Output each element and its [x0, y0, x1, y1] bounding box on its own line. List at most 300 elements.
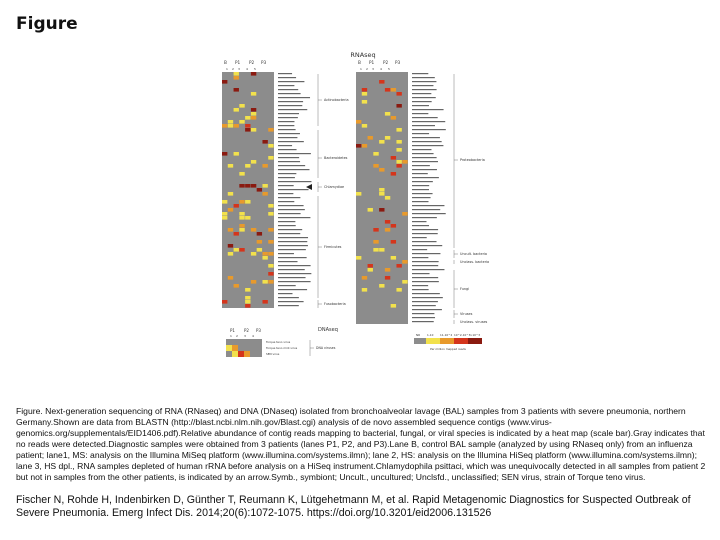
- heatmap-cell: [385, 136, 390, 140]
- species-label-bar: [412, 217, 437, 218]
- species-label-bar: [412, 189, 429, 190]
- species-label-bar: [278, 201, 294, 202]
- species-label-bar: [412, 145, 443, 146]
- heatmap-cell: [379, 192, 384, 196]
- dnaseq-cell: [232, 345, 238, 351]
- species-label-bar: [412, 257, 428, 258]
- lane-number: 2: [366, 67, 368, 71]
- species-label-bar: [412, 301, 438, 302]
- group-proteobacteria: Proteobacteria: [460, 158, 485, 162]
- heatmap-cell: [262, 192, 267, 196]
- heatmap-cell: [391, 256, 396, 260]
- dnaseq-lane-p2: P2: [244, 328, 249, 333]
- species-label-bar: [412, 169, 437, 170]
- heatmap-cell: [356, 144, 361, 148]
- heatmap-cell: [268, 156, 273, 160]
- species-label-bar: [278, 257, 307, 258]
- scale-tick: 10^2-10^3: [454, 333, 471, 337]
- heatmap-cell: [391, 304, 396, 308]
- species-label-bar: [278, 85, 294, 86]
- scale-high: [454, 338, 468, 344]
- heatmap-cell: [222, 124, 227, 128]
- heatmap-cell: [262, 256, 267, 260]
- heatmap-cell: [222, 200, 227, 204]
- species-label-bar: [278, 209, 305, 210]
- species-label-bar: [412, 293, 440, 294]
- heatmap-cell: [268, 252, 273, 256]
- heatmap-cell: [239, 224, 244, 228]
- species-label-bar: [278, 81, 304, 82]
- lane-header-p2: P2: [249, 60, 255, 65]
- heatmap-cell: [373, 248, 378, 252]
- heatmap-cell: [402, 260, 407, 264]
- species-label-bar: [278, 121, 294, 122]
- species-label-bar: [278, 225, 296, 226]
- group-fusobacteria: Fusobacteria: [324, 302, 346, 306]
- lane-header-b: B: [358, 60, 361, 65]
- lane-number: 4: [380, 67, 382, 71]
- left-groups: [318, 74, 349, 308]
- heatmap-cell: [234, 88, 239, 92]
- species-label-bar: [278, 173, 296, 174]
- heatmap-cell: [234, 72, 239, 76]
- heatmap-cell: [373, 164, 378, 168]
- group-viruses: Viruses: [460, 312, 473, 316]
- heatmap-cell: [239, 120, 244, 124]
- left-panel-header: [224, 60, 267, 65]
- species-label-bar: [412, 113, 428, 114]
- heatmap-cell: [268, 228, 273, 232]
- left-species-labels: [278, 73, 311, 306]
- heatmap-cell: [251, 252, 256, 256]
- species-label-bar: [278, 89, 298, 90]
- heatmap-cell: [379, 140, 384, 144]
- heatmap-cell: [356, 256, 361, 260]
- heatmap-cell: [239, 216, 244, 220]
- heatmap-cell: [245, 164, 250, 168]
- species-label-bar: [412, 153, 434, 154]
- species-label-bar: [278, 269, 305, 270]
- lane-header-p1: P1: [235, 60, 241, 65]
- species-label-bar: [412, 245, 442, 246]
- group-unclass-bacteria: Unclass. bacteria: [460, 260, 490, 264]
- species-label-bar: [278, 157, 299, 158]
- heatmap-cell: [356, 192, 361, 196]
- lane-number: 2: [232, 67, 234, 71]
- heatmap-cell: [391, 156, 396, 160]
- species-label-bar: [278, 289, 307, 290]
- heatmap-cell: [391, 116, 396, 120]
- heatmap-cell: [385, 268, 390, 272]
- species-label-bar: [412, 89, 437, 90]
- right-species-labels: [412, 73, 446, 322]
- dnaseq-cell: [232, 351, 238, 357]
- species-label-bar: [278, 277, 306, 278]
- lane-number: 5: [388, 67, 390, 71]
- species-label-bar: [412, 197, 431, 198]
- species-label-bar: [412, 181, 433, 182]
- species-label-bar: [278, 237, 308, 238]
- species-label-bar: [412, 93, 431, 94]
- heatmap-cell: [245, 200, 250, 204]
- heatmap-cell: [251, 108, 256, 112]
- species-label-bar: [412, 109, 444, 110]
- heatmap-cell: [234, 76, 239, 80]
- dnaseq-cell: [226, 345, 232, 351]
- heatmap-cell: [268, 144, 273, 148]
- species-label-bar: [278, 185, 294, 186]
- heatmap-cell: [373, 240, 378, 244]
- heatmap-cell: [268, 204, 273, 208]
- heatmap-cell: [385, 228, 390, 232]
- lane-header-p1: P1: [369, 60, 375, 65]
- heatmap-cell: [362, 88, 367, 92]
- species-label-bar: [278, 253, 294, 254]
- species-label-bar: [412, 313, 434, 314]
- heatmap-cell: [234, 124, 239, 128]
- group-uncult-bacteria: Uncult. bacteria: [460, 252, 487, 256]
- heatmap-cell: [368, 136, 373, 140]
- dnaseq-heatmap: [226, 339, 262, 357]
- heatmap-cell: [396, 128, 401, 132]
- species-label-bar: [278, 205, 304, 206]
- heatmap-cell: [262, 280, 267, 284]
- species-label-bar: [412, 285, 428, 286]
- species-label-bar: [278, 281, 311, 282]
- left-lane-numbers: [226, 67, 256, 71]
- slide-title: Figure: [16, 14, 78, 34]
- dnaseq-header: [230, 328, 261, 333]
- species-label-bar: [412, 221, 426, 222]
- heatmap-cell: [245, 128, 250, 132]
- species-label-bar: [278, 249, 306, 250]
- heatmap-cell: [362, 92, 367, 96]
- species-label-bar: [278, 301, 304, 302]
- lane-number: 2: [236, 334, 238, 338]
- heatmap-cell: [251, 72, 256, 76]
- heatmap-cell: [251, 160, 256, 164]
- species-label-bar: [278, 113, 299, 114]
- heatmap-cell: [245, 296, 250, 300]
- lane-number: 5: [254, 67, 256, 71]
- species-label-bar: [278, 93, 301, 94]
- heatmap-cell: [251, 280, 256, 284]
- heatmap-cell: [362, 124, 367, 128]
- heatmap-cell: [251, 112, 256, 116]
- lane-number: 1: [230, 334, 232, 338]
- species-label-bar: [278, 101, 303, 102]
- species-label-bar: [278, 97, 310, 98]
- heatmap-cell: [228, 164, 233, 168]
- heatmap-cell: [257, 248, 262, 252]
- species-label-bar: [412, 121, 445, 122]
- right-groups: [454, 74, 489, 324]
- dnaseq-lane-numbers: [230, 334, 254, 338]
- heatmap-cell: [396, 140, 401, 144]
- heatmap-cell: [239, 228, 244, 232]
- species-label-bar: [278, 241, 307, 242]
- dnaseq-row-label: SEN virus: [266, 352, 280, 356]
- heatmap-cell: [262, 140, 267, 144]
- heatmap-cell: [268, 212, 273, 216]
- species-label-bar: [278, 229, 302, 230]
- species-label-bar: [412, 201, 428, 202]
- species-label-bar: [412, 281, 439, 282]
- heatmap-cell: [373, 228, 378, 232]
- species-label-bar: [412, 73, 428, 74]
- dnaseq-cell: [238, 351, 244, 357]
- species-label-bar: [278, 177, 295, 178]
- group-fungi: Fungi: [460, 287, 470, 291]
- species-label-bar: [412, 213, 446, 214]
- species-label-bar: [278, 137, 297, 138]
- species-label-bar: [278, 133, 300, 134]
- species-label-bar: [412, 141, 442, 142]
- species-label-bar: [412, 117, 438, 118]
- heatmap-cell: [385, 220, 390, 224]
- chlamydophila-cell: [239, 184, 244, 188]
- species-label-bar: [412, 133, 429, 134]
- species-label-bar: [278, 285, 296, 286]
- species-label-bar: [278, 245, 308, 246]
- group-chlamydiae: Chlamydiae: [324, 185, 345, 189]
- heatmap-cell: [268, 128, 273, 132]
- species-label-bar: [278, 161, 300, 162]
- scale-label: Per million mapped reads: [430, 347, 466, 351]
- species-label-bar: [278, 73, 292, 74]
- species-label-bar: [412, 305, 436, 306]
- heatmap-cell: [402, 160, 407, 164]
- citation: Fischer N, Rohde H, Indenbirken D, Günther T, Reumann K, Lütgehetmann M, et al. Rapid Metagenomic Diagnostics for Suspected Outbreak of Severe Pneumonia. Emerg Infect Dis. 2014;20(6):1072-1075. https://doi.org/10.3201/eid2006.131526: [16, 494, 691, 519]
- species-label-bar: [412, 97, 436, 98]
- species-label-bar: [412, 297, 443, 298]
- group-bacteroidetes: Bacteroidetes: [324, 156, 348, 160]
- heatmap-cell: [385, 196, 390, 200]
- left-heatmap: [222, 72, 274, 308]
- right-heatmap-bg-lower: [356, 274, 408, 324]
- species-label-bar: [412, 321, 434, 322]
- species-label-bar: [412, 205, 444, 206]
- heatmap-cell: [228, 244, 233, 248]
- right-panel-header: [358, 60, 401, 65]
- heatmap-cell: [373, 152, 378, 156]
- species-label-bar: [278, 153, 311, 154]
- heatmap-cell: [245, 124, 250, 128]
- heatmap-cell: [379, 248, 384, 252]
- heatmap-cell: [239, 200, 244, 204]
- species-label-bar: [412, 173, 428, 174]
- heatmap-cell: [396, 164, 401, 168]
- species-label-bar: [412, 185, 429, 186]
- species-label-bar: [278, 273, 311, 274]
- species-label-bar: [278, 77, 296, 78]
- species-label-bar: [412, 229, 438, 230]
- species-label-bar: [278, 261, 298, 262]
- species-label-bar: [412, 249, 427, 250]
- heatmap-cell: [385, 276, 390, 280]
- species-label-bar: [412, 317, 435, 318]
- heatmap-cell: [234, 152, 239, 156]
- heatmap-cell: [245, 116, 250, 120]
- heatmap-cell: [262, 300, 267, 304]
- heatmap-cell: [228, 276, 233, 280]
- species-label-bar: [278, 117, 298, 118]
- species-label-bar: [278, 109, 307, 110]
- lane-number: 1: [226, 67, 228, 71]
- figure-heatmap: [218, 48, 508, 388]
- species-label-bar: [412, 233, 438, 234]
- scale-low: [426, 338, 440, 344]
- heatmap-cell: [368, 268, 373, 272]
- heatmap-cell: [228, 228, 233, 232]
- species-label-bar: [278, 141, 304, 142]
- species-label-bar: [412, 289, 429, 290]
- species-label-bar: [278, 169, 309, 170]
- heatmap-cell: [396, 92, 401, 96]
- heatmap-cell: [228, 208, 233, 212]
- dnaseq-lane-p1: P1: [230, 328, 235, 333]
- heatmap-cell: [379, 208, 384, 212]
- heatmap-cell: [268, 272, 273, 276]
- species-label-bar: [412, 105, 429, 106]
- species-label-bar: [278, 197, 300, 198]
- right-lane-numbers: [360, 67, 390, 71]
- heatmap-cell: [262, 184, 267, 188]
- left-heatmap-bg: [222, 72, 274, 308]
- heatmap-cell: [222, 300, 227, 304]
- heatmap-cell: [257, 232, 262, 236]
- species-label-bar: [278, 221, 295, 222]
- dnaseq-title: DNAseq: [318, 327, 338, 333]
- heatmap-cell: [239, 212, 244, 216]
- heatmap-cell: [396, 148, 401, 152]
- lane-number: 3: [238, 67, 240, 71]
- heatmap-cell: [239, 172, 244, 176]
- heatmap-cell: [239, 248, 244, 252]
- heatmap-cell: [234, 204, 239, 208]
- figure-caption: Figure. Next-generation sequencing of RNA (RNaseq) and DNA (DNaseq) isolated from bronchoalveolar lavage (BAL) samples from 3 patients with severe pneumonia, northern Germany.Shown are data from BLASTN (http://blast.ncbi.nlm.nih.gov/Blast.cgi) analysis of de novo assembled sequence contigs (www.virus-genomics.org/supplementals/EID1406.pdf).Relative abundance of contig reads mapping to bacterial, fungal, or viral species is indicated by a heat map (scale bar).Gray indicates that no reads were detected.Diagnostic samples were obtained from 3 patients (lanes P1, P2, and P3).Lane B, control BAL sample (analyzed by using RNaseq only) from an influenza patient; lane1, MS: analysis on the Illumina MiSeq platform (www.illumina.com/systems.ilmn); lane 2, HS: analysis on the Illumina HiSeq platform (www.illumina.com/systems.ilmn); lane 3, HS dpl., RNA samples depleted of human rRNA before analysis on a HiSeq instrument.Chlamydophila psittaci, which was unequivocally detected in all samples from patient 2 but not in samples from the other patients, is indicated by an arrow.Symb., symbiont; Uncult., uncultured; Unclsfd., unclassified; SEN virus, strain of Torque teno virus.: [16, 406, 706, 482]
- heatmap-cell: [379, 284, 384, 288]
- heatmap-cell: [391, 172, 396, 176]
- scale-very-high: [468, 338, 482, 344]
- heatmap-cell: [222, 152, 227, 156]
- species-label-bar: [412, 149, 431, 150]
- species-label-bar: [278, 129, 296, 130]
- dnaseq-group: [310, 340, 336, 356]
- scale-tick: >10^3: [470, 333, 481, 337]
- heatmap-cell: [257, 240, 262, 244]
- color-scale: [414, 333, 482, 351]
- heatmap-cell: [234, 248, 239, 252]
- species-label-bar: [412, 209, 440, 210]
- heatmap-cell: [228, 192, 233, 196]
- species-label-bar: [412, 161, 438, 162]
- lane-header-p3: P3: [395, 60, 401, 65]
- species-label-bar: [278, 105, 302, 106]
- heatmap-cell: [251, 116, 256, 120]
- scale-tick: 11-10^2: [440, 333, 453, 337]
- heatmap-cell: [262, 164, 267, 168]
- heatmap-cell: [234, 108, 239, 112]
- dnaseq-row-labels: [265, 340, 298, 356]
- species-label-bar: [412, 253, 440, 254]
- heatmap-cell: [245, 288, 250, 292]
- species-label-bar: [412, 269, 444, 270]
- species-label-bar: [412, 125, 435, 126]
- heatmap-cell: [222, 216, 227, 220]
- heatmap-cell: [402, 280, 407, 284]
- species-label-bar: [278, 149, 297, 150]
- heatmap-cell: [379, 168, 384, 172]
- heatmap-cell: [234, 284, 239, 288]
- lane-number: 1: [360, 67, 362, 71]
- dnaseq-row-label: Torque teno virus: [266, 340, 291, 344]
- heatmap-cell: [257, 188, 262, 192]
- species-label-bar: [278, 145, 292, 146]
- dnaseq-cell: [244, 351, 250, 357]
- heatmap-cell: [245, 300, 250, 304]
- group-actinobacteria: Actinobacteria: [324, 98, 349, 102]
- species-label-bar: [412, 85, 433, 86]
- heatmap-cell: [379, 80, 384, 84]
- species-label-bar: [412, 157, 437, 158]
- group-unclass-viruses: Unclass. viruses: [460, 320, 488, 324]
- heatmap-cell: [362, 276, 367, 280]
- species-label-bar: [412, 129, 446, 130]
- lane-number: 3: [244, 334, 246, 338]
- heatmap-cell: [245, 216, 250, 220]
- species-label-bar: [412, 225, 429, 226]
- lane-header-p3: P3: [261, 60, 267, 65]
- species-label-bar: [412, 265, 438, 266]
- species-label-bar: [412, 241, 437, 242]
- species-label-bar: [278, 265, 311, 266]
- heatmap-cell: [222, 80, 227, 84]
- heatmap-cell: [228, 124, 233, 128]
- dnaseq-lane-p3: P3: [256, 328, 261, 333]
- heatmap-cell: [368, 264, 373, 268]
- species-label-bar: [412, 77, 435, 78]
- species-label-bar: [412, 277, 438, 278]
- species-label-bar: [412, 81, 436, 82]
- heatmap-cell: [268, 240, 273, 244]
- heatmap-cell: [222, 212, 227, 216]
- species-label-bar: [412, 237, 427, 238]
- heatmap-cell: [234, 232, 239, 236]
- species-label-bar: [278, 125, 294, 126]
- scale-tick: 1-10: [427, 333, 434, 337]
- heatmap-cell: [402, 212, 407, 216]
- group-firmicutes: Firmicutes: [324, 245, 342, 249]
- heatmap-cell: [396, 288, 401, 292]
- heatmap-cell: [379, 188, 384, 192]
- heatmap-cell: [245, 304, 250, 308]
- chlamydophila-cell: [245, 184, 250, 188]
- lane-number: 4: [246, 67, 248, 71]
- species-label-bar: [278, 293, 292, 294]
- chlamydophila-cell: [251, 184, 256, 188]
- heatmap-cell: [396, 160, 401, 164]
- scale-nr: [414, 338, 426, 344]
- heatmap-cell: [228, 252, 233, 256]
- lane-number: 3: [372, 67, 374, 71]
- heatmap-cell: [228, 120, 233, 124]
- species-label-bar: [412, 137, 440, 138]
- heatmap-cell: [262, 252, 267, 256]
- species-label-bar: [412, 101, 432, 102]
- heatmap-cell: [268, 280, 273, 284]
- right-heatmap: [356, 72, 408, 324]
